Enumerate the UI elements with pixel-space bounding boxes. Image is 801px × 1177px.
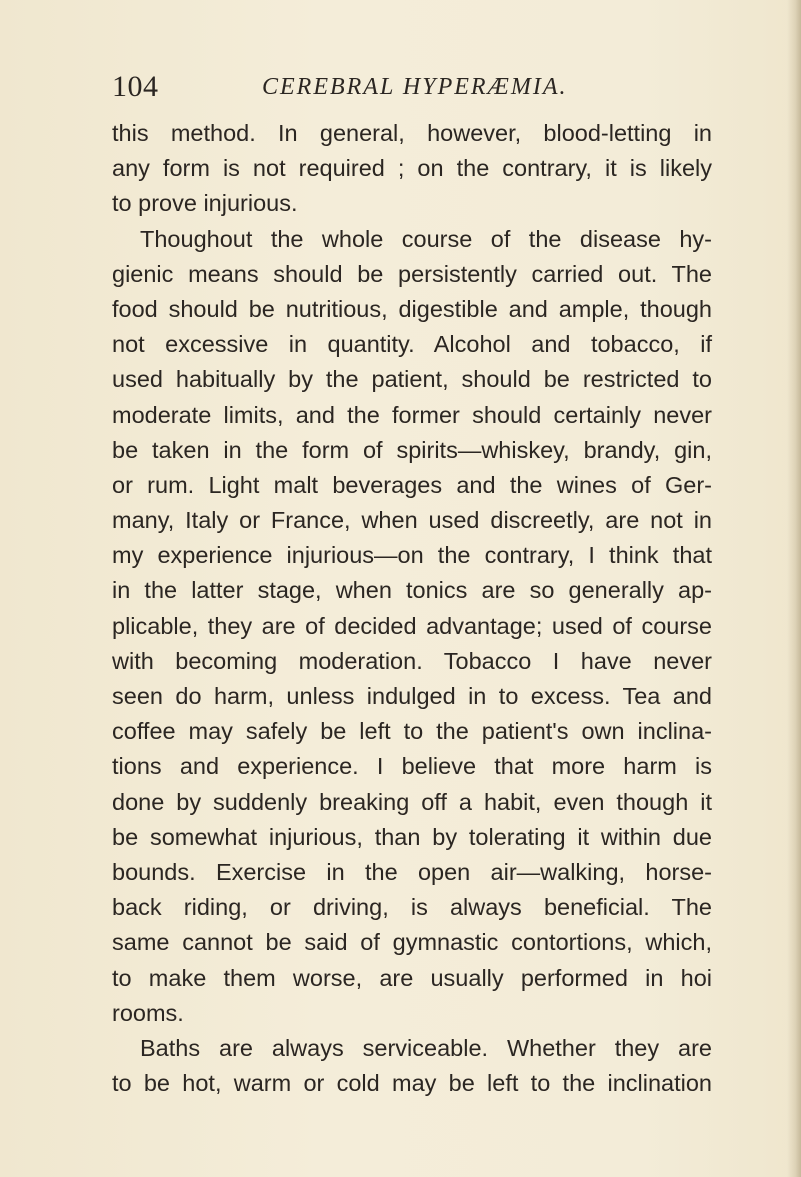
- text-line: to prove injurious.: [112, 190, 298, 217]
- body-text: [112, 116, 712, 1101]
- text-line: rooms.: [112, 999, 184, 1026]
- text-line: gienic means should be persistently carried out. The: [112, 260, 712, 287]
- text-line: bounds. Exercise in the open air—walking, horse-: [112, 858, 712, 885]
- text-line: moderate limits, and the former should certainly never: [112, 401, 712, 428]
- text-line: plicable, they are of decided advantage; used of course: [112, 612, 712, 639]
- text-line: done by suddenly breaking off a habit, even though it: [112, 788, 712, 815]
- text-line: coffee may safely be left to the patient's own inclina-: [112, 718, 712, 745]
- text-line: this method. In general, however, blood-letting in: [112, 120, 712, 146]
- text-line: in the latter stage, when tonics are so generally ap-: [112, 577, 712, 604]
- text-line: tions and experience. I believe that more harm is: [112, 753, 712, 780]
- text-line: seen do harm, unless indulged in to excess. Tea and: [112, 683, 712, 709]
- text-line: not excessive in quantity. Alcohol and tobacco, if: [112, 331, 712, 358]
- text-line: back riding, or driving, is always beneficial. The: [112, 894, 712, 921]
- page-number: 104: [112, 70, 159, 103]
- text-line: be somewhat injurious, than by tolerating it within due: [112, 823, 712, 850]
- text-line: to be hot, warm or cold may be left to the inclination: [112, 1070, 712, 1097]
- text-line: Baths are always serviceable. Whether they are: [140, 1034, 712, 1061]
- running-title: CEREBRAL HYPERÆMIA.: [262, 74, 568, 100]
- text-line: my experience injurious—on the contrary, I think that: [112, 542, 712, 569]
- text-line: be taken in the form of spirits—whiskey, brandy, gin,: [112, 436, 712, 463]
- text-line: food should be nutritious, digestible and ample, though: [112, 295, 712, 322]
- page-edge-shadow: [787, 0, 801, 1177]
- text-line: any form is not required ; on the contrary, it is likely: [112, 155, 712, 182]
- text-line: Thoughout the whole course of the disease hy-: [140, 225, 712, 252]
- text-line: with becoming moderation. Tobacco I have never: [112, 647, 712, 674]
- text-line: or rum. Light malt beverages and the wines of Ger-: [112, 471, 712, 498]
- text-line: many, Italy or France, when used discreetly, are not in: [112, 507, 712, 534]
- text-line: same cannot be said of gymnastic contortions, which,: [112, 929, 712, 956]
- text-line: used habitually by the patient, should be restricted to: [112, 366, 712, 393]
- text-line: to make them worse, are usually performed in hoi: [112, 964, 712, 991]
- running-head: [112, 70, 712, 110]
